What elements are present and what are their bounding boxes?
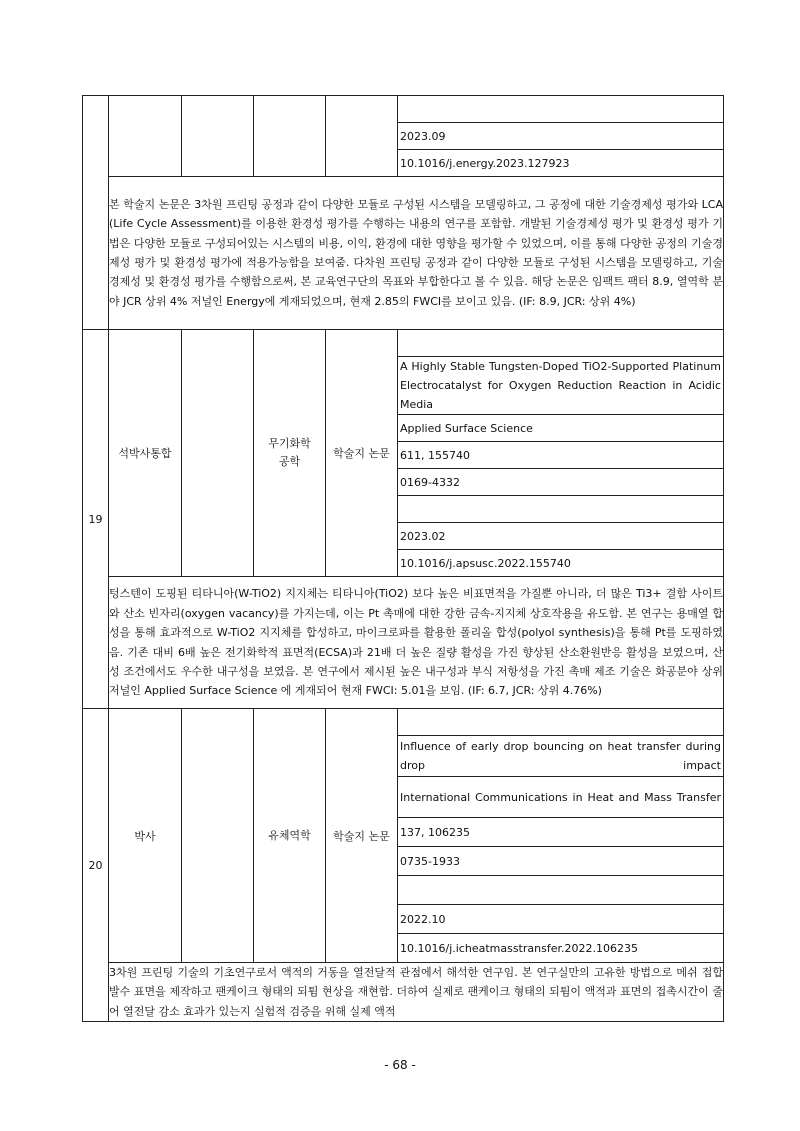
- detail-row: [398, 496, 723, 523]
- degree-cell: 석박사통합: [109, 330, 182, 577]
- detail-row: [398, 96, 723, 123]
- doi: 10.1016/j.apsusc.2022.155740: [400, 556, 571, 570]
- publication-date: 2023.09: [398, 123, 723, 150]
- abstract: 텅스텐이 도핑된 티타니아(W-TiO2) 지지체는 티타니아(TiO2) 보다 높은 비표면적을 가질뿐 아니라, 더 많은 Ti3+ 결함 사이트와 산소 빈자리(oxygen vacancy)를 가지는데, 이는 Pt 촉매에 대한 강한 금속-지지체 상호작용을 유도함. 본 연구는 용매열 합성을 통해 효과적으로 W-TiO2 지지체를 합성하고, 마이크로파를 활용한 폴리올 합성(polyol synthesis)을 통해 Pt를 도핑하였음. 기존 대비 6배 높은 전기화학적 표면적(ECSA)과 21배 더 높은 질량 활성을 가진 향상된 산소환원반응 활성을 보였으며, 산성 조건에서도 우수한 내구성을 보였음. 본 연구에서 제시된 높은 내구성과 부식 저항성을 가진 촉매 제조 기술은 화공분야 상위 저널인 Applied Surface Science 에 게재되어 현재 FWCI: 5.01을 보임. (IF: 6.7, JCR: 상위 4.76%): [109, 577, 724, 709]
- field-cell: 무기화학 공학: [254, 330, 326, 577]
- detail-row: [398, 876, 723, 905]
- detail-cell: [398, 330, 724, 577]
- abstract: 3차원 프린팅 기술의 기초연구로서 액적의 거동을 열전달적 관점에서 해석한 연구임. 본 연구실만의 고유한 방법으로 메쉬 접합 발수 표면을 제작하고 팬케이크 형태의 되튐 현상을 재현함. 더하여 실제로 팬케이크 형태의 되튐이 액적과 표면의 접촉시간이 줄어 열전달 감소 효과가 있는지 실험적 검증을 위해 실제 액적: [109, 963, 724, 1022]
- degree-cell: 박사: [109, 709, 182, 963]
- publication-date: 2022.10: [398, 905, 723, 934]
- detail-cell: [398, 96, 724, 177]
- paper-title: Influence of early drop bouncing on heat transfer during drop impact: [398, 736, 723, 777]
- type-cell: [326, 96, 398, 177]
- doi: 10.1016/j.icheatmasstransfer.2022.106235: [400, 941, 638, 955]
- field-cell: [254, 96, 326, 177]
- blank-cell: [182, 96, 254, 177]
- issn: 0735-1933: [398, 847, 723, 876]
- abstract: 본 학술지 논문은 3차원 프린팅 공정과 같이 다양한 모듈로 구성된 시스템을 모델링하고, 그 공정에 대한 기술경제성 평가와 LCA (Life Cycle Assessment)를 이용한 환경성 평가를 수행하는 내용의 연구를 포함함. 개발된 기술경제성 평가 및 환경성 평가 기법은 다양한 모듈로 구성되어있는 시스템의 비용, 이익, 환경에 대한 영향을 평가할 수 있었으며, 이를 통해 다양한 공정의 기술경제성 평가 및 환경성 평가에 적용가능함을 보여줌. 다차원 프린팅 공정과 같이 다양한 모듈로 구성된 시스템을 모델링하고, 기술경제성 및 환경성 평가를 수행함으로써, 본 교육연구단의 목표와 부합한다고 볼 수 있음. 해당 논문은 임팩트 팩터 8.9, 열역학 분야 JCR 상위 4% 저널인 Energy에 게재되었으며, 현재 2.85의 FWCI를 보이고 있음. (IF: 8.9, JCR: 상위 4%): [109, 177, 724, 330]
- research-output-table: [82, 95, 724, 1022]
- entry-number: 19: [83, 330, 109, 709]
- doi: 10.1016/j.energy.2023.127923: [400, 156, 570, 170]
- detail-row: [398, 709, 723, 736]
- detail-cell: [398, 709, 724, 963]
- journal-name: International Communications in Heat and Mass Transfer: [398, 777, 723, 818]
- volume-article: 137, 106235: [398, 818, 723, 847]
- type-cell: 학술지 논문: [326, 330, 398, 577]
- degree-cell: [109, 96, 182, 177]
- blank-cell: [182, 709, 254, 963]
- issn: 0169-4332: [398, 469, 723, 496]
- field-cell: 유체역학: [254, 709, 326, 963]
- type-cell: 학술지 논문: [326, 709, 398, 963]
- publication-date: 2023.02: [398, 523, 723, 550]
- blank-cell: [182, 330, 254, 577]
- volume-article: 611, 155740: [398, 442, 723, 469]
- entry-number: 20: [83, 709, 109, 1022]
- entry-number: [83, 96, 109, 330]
- page-number: - 68 -: [384, 1058, 416, 1072]
- detail-row: [398, 330, 723, 357]
- paper-title: A Highly Stable Tungsten-Doped TiO2-Supported Platinum Electrocatalyst for Oxygen Reduction Reaction in Acidic Media: [398, 357, 723, 415]
- journal-name: Applied Surface Science: [398, 415, 723, 442]
